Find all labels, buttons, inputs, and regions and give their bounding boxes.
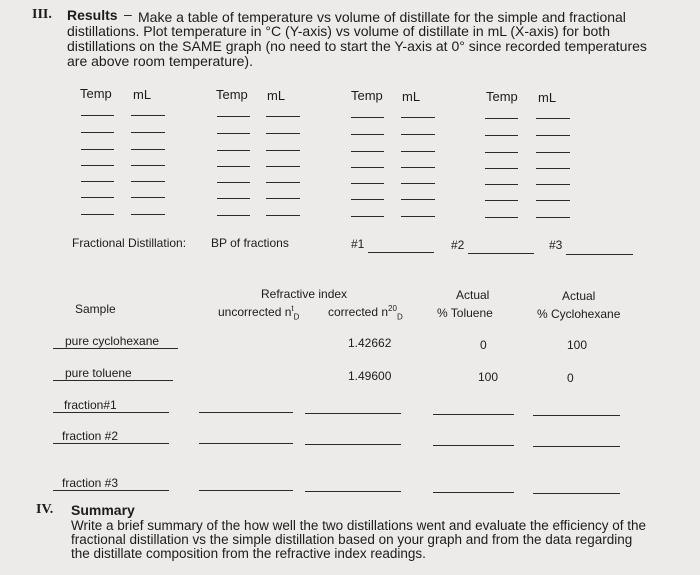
blank-line[interactable] bbox=[266, 182, 300, 183]
blank-line[interactable] bbox=[217, 215, 250, 216]
blank-line[interactable] bbox=[131, 115, 165, 116]
blank-line[interactable] bbox=[131, 181, 165, 182]
ml-header-4: mL bbox=[538, 90, 557, 105]
blank-line[interactable] bbox=[485, 200, 518, 201]
blank-line[interactable] bbox=[305, 444, 401, 445]
row1-cyclohexane-value: 100 bbox=[567, 338, 588, 352]
uncorrected-header: uncorrected $n^t_D$ bbox=[218, 304, 300, 322]
blank-line[interactable] bbox=[351, 134, 384, 135]
section-3-intro-line4: are above room temperature). bbox=[67, 53, 253, 69]
section-4-line3: the distillate composition from the refractive index readings. bbox=[71, 546, 426, 561]
blank-line[interactable] bbox=[351, 199, 384, 200]
blank-line[interactable] bbox=[81, 214, 114, 215]
blank-line[interactable] bbox=[536, 135, 570, 136]
blank-line[interactable] bbox=[433, 492, 514, 493]
temp-header-4: Temp bbox=[486, 89, 518, 104]
blank-line[interactable] bbox=[266, 198, 300, 199]
actual-cyclohexane-header: Actual bbox=[562, 289, 596, 303]
section-4-title: Summary bbox=[71, 502, 135, 518]
row-sample-fraction-1: fraction#1 bbox=[64, 398, 117, 412]
blank-line[interactable] bbox=[485, 135, 518, 136]
blank-line[interactable] bbox=[351, 216, 384, 217]
blank-line[interactable] bbox=[217, 133, 250, 134]
bp-fraction-3-blank[interactable] bbox=[566, 254, 633, 255]
row2-toluene-value: 100 bbox=[478, 370, 499, 384]
temp-header-3: Temp bbox=[351, 88, 383, 103]
blank-line[interactable] bbox=[351, 183, 384, 184]
row-sample-fraction-2: fraction #2 bbox=[62, 429, 119, 443]
row1-toluene-value: 0 bbox=[480, 338, 487, 352]
blank-line[interactable] bbox=[351, 117, 384, 118]
section-4-line2: fractional distillation vs the simple distillation based on your graph and from the data regarding bbox=[71, 532, 633, 547]
fractional-distillation-label: Fractional Distillation: bbox=[72, 236, 187, 250]
corrected-header: corrected $n^{20}_D$ bbox=[328, 304, 403, 322]
fraction-3-label: #3 bbox=[549, 238, 563, 252]
sample-header: Sample bbox=[75, 302, 116, 316]
blank-line[interactable] bbox=[536, 200, 570, 201]
section-4-number: IV. bbox=[36, 502, 54, 517]
blank-line[interactable] bbox=[536, 118, 570, 119]
blank-line[interactable] bbox=[536, 217, 570, 218]
blank-line[interactable] bbox=[485, 118, 518, 119]
blank-line[interactable] bbox=[266, 150, 300, 151]
fraction-2-label: #2 bbox=[451, 238, 465, 252]
blank-line[interactable] bbox=[485, 152, 518, 153]
blank-line[interactable] bbox=[485, 184, 518, 185]
row-sample-pure-toluene: pure toluene bbox=[65, 366, 132, 380]
blank-line[interactable] bbox=[536, 152, 570, 153]
blank-line[interactable] bbox=[199, 412, 293, 413]
blank-line[interactable] bbox=[81, 165, 114, 166]
blank-line[interactable] bbox=[533, 415, 620, 416]
blank-line[interactable] bbox=[199, 490, 293, 491]
temp-header-2: Temp bbox=[216, 87, 248, 102]
fraction-1-label: #1 bbox=[351, 237, 365, 251]
blank-line[interactable] bbox=[401, 199, 435, 200]
blank-line[interactable] bbox=[401, 167, 435, 168]
blank-line[interactable] bbox=[305, 491, 401, 492]
section-3-dash: – bbox=[124, 6, 132, 22]
row1-corrected-value: 1.42662 bbox=[348, 336, 392, 350]
blank-line[interactable] bbox=[217, 116, 250, 117]
row-sample-pure-cyclohexane: pure cyclohexane bbox=[65, 334, 160, 348]
section-3-intro-line1: Make a table of temperature vs volume of distillate for the simple and fractional bbox=[138, 9, 626, 25]
blank-line[interactable] bbox=[433, 414, 514, 415]
blank-line[interactable] bbox=[131, 132, 165, 133]
section-4-line1: Write a brief summary of the how well the two distillations went and evaluate the efficiency of the bbox=[71, 518, 647, 533]
blank-line[interactable] bbox=[217, 182, 250, 183]
blank-line[interactable] bbox=[131, 149, 165, 150]
bp-fractions-label: BP of fractions bbox=[211, 236, 289, 250]
section-3-number: III. bbox=[32, 7, 52, 22]
refractive-index-header: Refractive index bbox=[261, 287, 348, 301]
ml-header-3: mL bbox=[402, 89, 421, 104]
section-3-intro-line3: distillations on the SAME graph (no need to start the Y-axis at 0° since recorded temperatures bbox=[67, 38, 647, 54]
blank-line[interactable] bbox=[401, 134, 435, 135]
sample-underline bbox=[53, 443, 169, 444]
sample-underline bbox=[53, 380, 173, 381]
blank-line[interactable] bbox=[536, 168, 570, 169]
blank-line[interactable] bbox=[217, 150, 250, 151]
blank-line[interactable] bbox=[485, 168, 518, 169]
blank-line[interactable] bbox=[199, 443, 293, 444]
actual-toluene-header: Actual bbox=[456, 288, 490, 302]
sample-underline bbox=[53, 348, 178, 349]
blank-line[interactable] bbox=[401, 117, 435, 118]
section-3-intro-line2: distillations. Plot temperature in °C (Y-axis) vs volume of distillate in mL (X-axis) for both bbox=[67, 23, 610, 39]
blank-line[interactable] bbox=[536, 184, 570, 185]
blank-line[interactable] bbox=[533, 493, 620, 494]
blank-line[interactable] bbox=[401, 216, 435, 217]
blank-line[interactable] bbox=[305, 413, 401, 414]
ml-header-2: mL bbox=[267, 88, 286, 103]
blank-line[interactable] bbox=[131, 165, 165, 166]
blank-line[interactable] bbox=[131, 214, 165, 215]
blank-line[interactable] bbox=[266, 133, 300, 134]
blank-line[interactable] bbox=[81, 181, 114, 182]
section-3-title: Results bbox=[67, 7, 118, 23]
row2-corrected-value: 1.49600 bbox=[348, 369, 392, 383]
blank-line[interactable] bbox=[351, 167, 384, 168]
blank-line[interactable] bbox=[217, 166, 250, 167]
bp-fraction-2-blank[interactable] bbox=[468, 253, 534, 254]
blank-line[interactable] bbox=[401, 183, 435, 184]
blank-line[interactable] bbox=[533, 446, 620, 447]
sample-underline bbox=[53, 412, 169, 413]
bp-fraction-1-blank[interactable] bbox=[368, 252, 434, 253]
blank-line[interactable] bbox=[131, 197, 165, 198]
blank-line[interactable] bbox=[81, 197, 114, 198]
sample-underline bbox=[53, 490, 169, 491]
cyclohexane-header: % Cyclohexane bbox=[537, 307, 621, 321]
blank-line[interactable] bbox=[81, 115, 114, 116]
row-sample-fraction-3: fraction #3 bbox=[62, 476, 119, 490]
row2-cyclohexane-value: 0 bbox=[567, 371, 574, 385]
blank-line[interactable] bbox=[81, 132, 114, 133]
toluene-header: % Toluene bbox=[437, 306, 493, 320]
temp-header-1: Temp bbox=[80, 86, 112, 101]
blank-line[interactable] bbox=[485, 217, 518, 218]
blank-line[interactable] bbox=[266, 215, 300, 216]
ml-header-1: mL bbox=[133, 87, 152, 102]
blank-line[interactable] bbox=[217, 198, 250, 199]
blank-line[interactable] bbox=[266, 116, 300, 117]
blank-line[interactable] bbox=[81, 149, 114, 150]
blank-line[interactable] bbox=[266, 166, 300, 167]
blank-line[interactable] bbox=[351, 151, 384, 152]
blank-line[interactable] bbox=[433, 445, 514, 446]
blank-line[interactable] bbox=[401, 151, 435, 152]
